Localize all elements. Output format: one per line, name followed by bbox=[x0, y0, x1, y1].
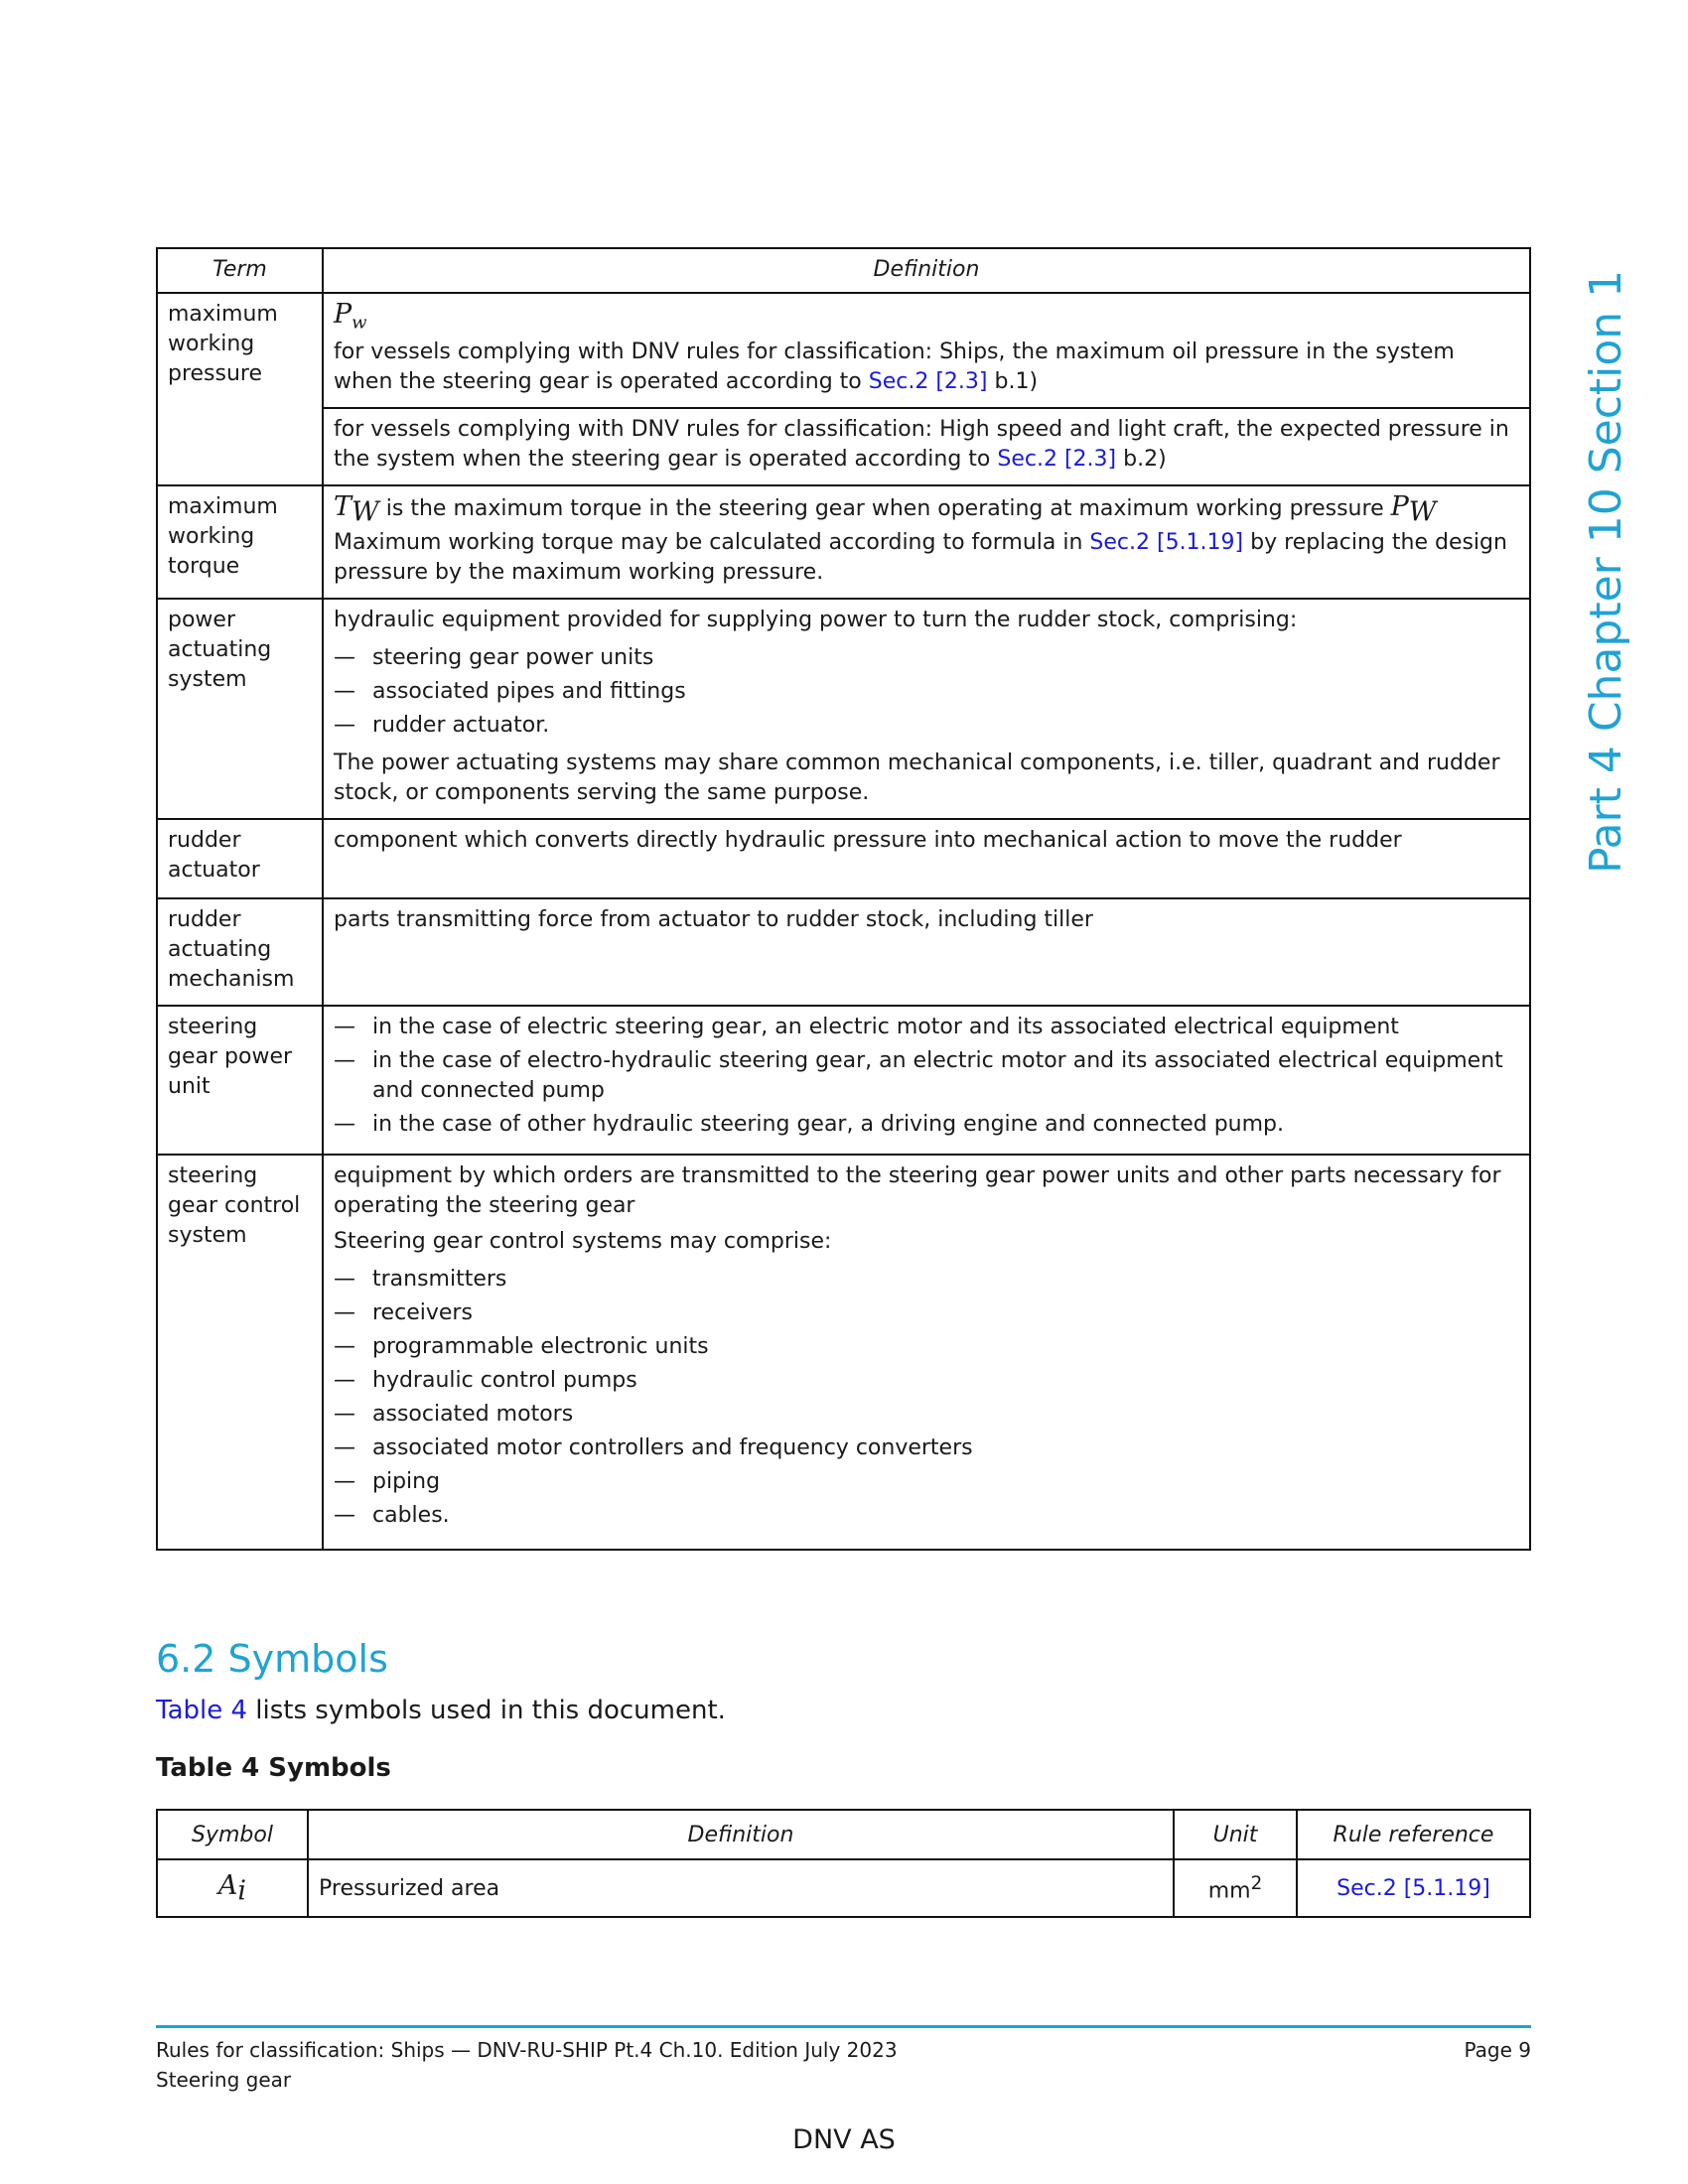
list-item: — steering gear power units bbox=[334, 643, 1519, 673]
definition-cell: parts transmitting force from actuator to rudder stock, including tiller bbox=[323, 898, 1530, 1006]
section-heading: 6.2 Symbols bbox=[156, 1637, 388, 1681]
list-item: — in the case of electro-hydraulic steering gear, an electric motor and its associated electrical equipment and connected pump bbox=[334, 1046, 1519, 1106]
table-row bbox=[157, 1006, 1530, 1155]
sec2-5-1-19-link[interactable]: Sec.2 [5.1.19] bbox=[1089, 529, 1244, 555]
definition-text: equipment by which orders are transmitted to the steering gear power units and other parts necessary for operating the steering gear bbox=[334, 1162, 1501, 1218]
table-row bbox=[157, 819, 1530, 898]
reference-cell bbox=[1297, 1859, 1530, 1917]
list-item: — in the case of other hydraulic steering gear, a driving engine and connected pump. bbox=[334, 1110, 1519, 1140]
table-row bbox=[157, 408, 1530, 485]
sec2-2-3-link[interactable]: Sec.2 [2.3] bbox=[868, 369, 988, 395]
table-header-row bbox=[157, 1810, 1530, 1859]
definition-cell bbox=[323, 599, 1530, 819]
list-item: — hydraulic control pumps bbox=[334, 1366, 1519, 1396]
term-cell: steering gear control system bbox=[157, 1155, 323, 1550]
definition-text: for vessels complying with DNV rules for classification: High speed and light craft, the expected pressure in the system when the steering gear is operated according to Sec.2 [2.3] b.2) bbox=[334, 417, 1509, 473]
bullet-list bbox=[334, 1013, 1519, 1140]
terms-table bbox=[156, 247, 1531, 1551]
header-rule-reference: Rule reference bbox=[1297, 1810, 1530, 1859]
footer-chapter-title: Steering gear bbox=[156, 2068, 292, 2092]
footer bbox=[156, 2035, 1531, 2095]
header-definition: Definition bbox=[323, 248, 1530, 293]
table-row bbox=[157, 898, 1530, 1006]
unit-cell: $mm^2$ bbox=[1174, 1859, 1297, 1917]
definition-text: Steering gear control systems may comprise: bbox=[334, 1228, 832, 1254]
list-item: — programmable electronic units bbox=[334, 1332, 1519, 1362]
definition-cell bbox=[323, 1006, 1530, 1155]
definition-cell: Pressurized area bbox=[308, 1859, 1174, 1917]
company-name: DNV AS bbox=[792, 2124, 896, 2155]
header-definition: Definition bbox=[308, 1810, 1174, 1859]
term-cell: power actuating system bbox=[157, 599, 323, 819]
definition-cell: component which converts directly hydraulic pressure into mechanical action to move the rudder bbox=[323, 819, 1530, 898]
sec2-2-3-link[interactable]: Sec.2 [2.3] bbox=[997, 447, 1117, 473]
definition-cell bbox=[323, 1155, 1530, 1550]
side-title: Part 4 Chapter 10 Section 1 bbox=[1581, 269, 1631, 874]
symbols-table bbox=[156, 1809, 1531, 1918]
term-cell: rudder actuator bbox=[157, 819, 323, 898]
list-item: — rudder actuator. bbox=[334, 711, 1519, 741]
page-number: Page 9 bbox=[1464, 2038, 1531, 2062]
definition-text: The power actuating systems may share common mechanical components, i.e. tiller, quadrant and rudder stock, or components serving the same purpose. bbox=[334, 750, 1500, 805]
sec2-5-1-19-link[interactable]: Sec.2 [5.1.19] bbox=[1336, 1875, 1490, 1901]
list-item: — transmitters bbox=[334, 1265, 1519, 1295]
table-caption: Table 4 Symbols bbox=[156, 1753, 391, 1783]
list-item: — piping bbox=[334, 1467, 1519, 1497]
definition-text: hydraulic equipment provided for supplying power to turn the rudder stock, comprising: bbox=[334, 607, 1298, 632]
term-cell: rudder actuating mechanism bbox=[157, 898, 323, 1006]
footer-document-title: Rules for classification: Ships — DNV-RU-SHIP Pt.4 Ch.10. Edition July 2023 bbox=[156, 2038, 898, 2062]
section-intro: Table 4 lists symbols used in this document. bbox=[156, 1696, 726, 1725]
definition-text: $T_W$ is the maximum torque in the steering gear when operating at maximum working pressure $P_W$ bbox=[334, 491, 1437, 528]
term-cell: maximum working pressure bbox=[157, 293, 323, 485]
header-unit: Unit bbox=[1174, 1810, 1297, 1859]
symbol-cell: $A_i$ bbox=[157, 1859, 308, 1917]
list-item: — associated motor controllers and frequency converters bbox=[334, 1433, 1519, 1463]
list-item: — receivers bbox=[334, 1298, 1519, 1328]
term-cell: steering gear power unit bbox=[157, 1006, 323, 1155]
definition-cell bbox=[323, 293, 1530, 408]
table-row bbox=[157, 293, 1530, 408]
list-item: — associated motors bbox=[334, 1400, 1519, 1430]
header-symbol: Symbol bbox=[157, 1810, 308, 1859]
term-cell: maximum working torque bbox=[157, 485, 323, 598]
bullet-list bbox=[334, 643, 1519, 741]
footer-divider bbox=[156, 2025, 1531, 2028]
table-4-link[interactable]: Table 4 bbox=[156, 1696, 248, 1725]
table-row bbox=[157, 1859, 1530, 1917]
table-row bbox=[157, 599, 1530, 819]
definition-text: Maximum working torque may be calculated according to formula in Sec.2 [5.1.19] by replacing the design pressure by the maximum working pressure. bbox=[334, 529, 1507, 585]
definition-text: for vessels complying with DNV rules for classification: Ships, the maximum oil pressure in the system when the steering gear is operated according to Sec.2 [2.3] b.1) bbox=[334, 340, 1455, 395]
table-row bbox=[157, 485, 1530, 598]
header-term: Term bbox=[157, 248, 323, 293]
list-item: — in the case of electric steering gear, an electric motor and its associated electrical equipment bbox=[334, 1013, 1519, 1042]
bullet-list bbox=[334, 1265, 1519, 1531]
list-item: — associated pipes and fittings bbox=[334, 677, 1519, 707]
table-row bbox=[157, 1155, 1530, 1550]
definition-cell bbox=[323, 485, 1530, 598]
definition-cell bbox=[323, 408, 1530, 485]
list-item: — cables. bbox=[334, 1501, 1519, 1531]
table-header-row bbox=[157, 248, 1530, 293]
symbol-pw: $P_w$ bbox=[334, 299, 367, 334]
